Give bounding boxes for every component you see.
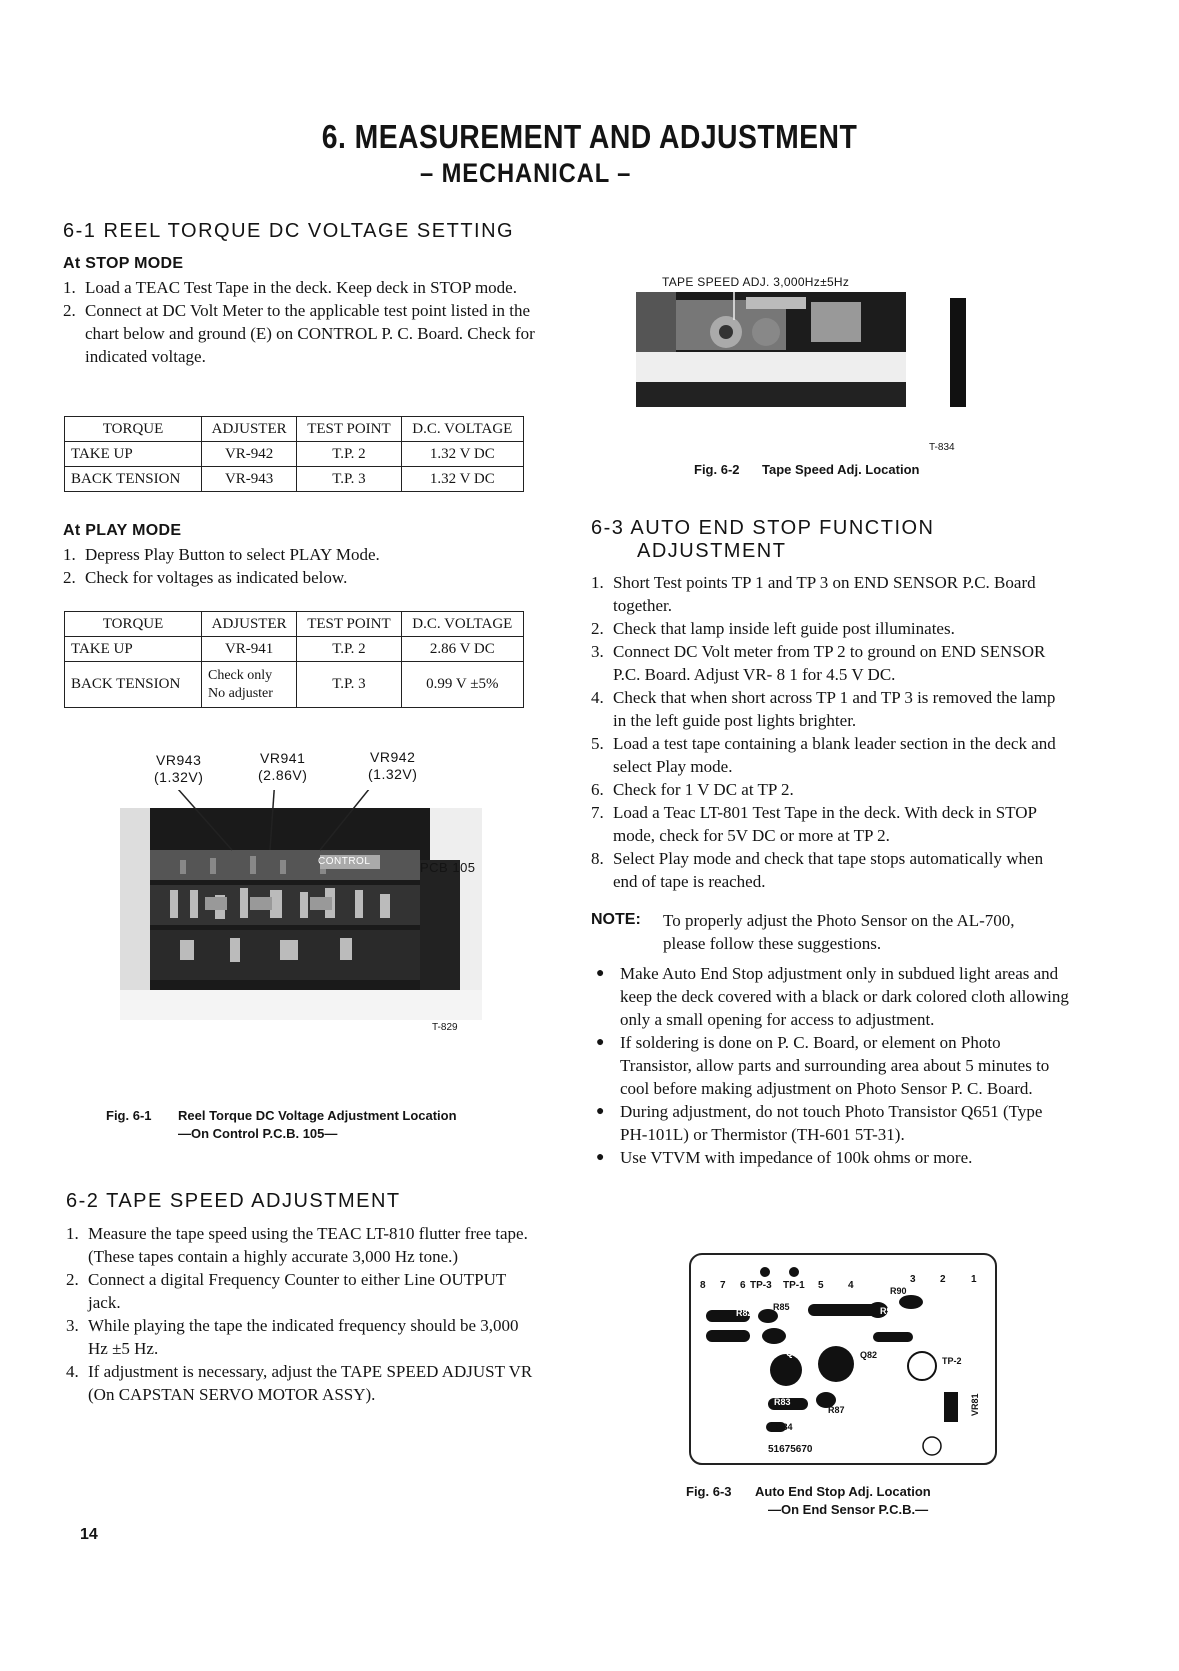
fig-6-3-caption-line1: Auto End Stop Adj. Location <box>755 1484 931 1499</box>
part-r83: R83 <box>774 1397 791 1407</box>
board-terminal-5: 5 <box>818 1280 824 1291</box>
table-cell: T.P. 2 <box>297 637 401 662</box>
fig-6-1-label: Fig. 6-1 <box>106 1108 152 1123</box>
control-pcb-photo <box>120 790 482 1020</box>
section-6-1-heading: 6-1 REEL TORQUE DC VOLTAGE SETTING <box>63 220 515 242</box>
list-item: 2. Check for voltages as indicated below. <box>63 568 348 587</box>
board-tp-1: TP-1 <box>783 1280 805 1291</box>
table-cell: T.P. 2 <box>297 442 401 467</box>
part-r84: R84 <box>776 1422 793 1432</box>
list-item: 2. Connect at DC Volt Meter to the applicable test point listed in the chart below and ground (E) on CONTROL P. C. Board. Check for indicated voltage. <box>63 301 535 366</box>
play-mode-table <box>64 611 524 708</box>
fig-6-2-label: Fig. 6-2 <box>694 462 740 477</box>
table-row <box>65 442 524 467</box>
board-terminal-4: 4 <box>848 1280 854 1291</box>
pcb-105-label: PCB 105 <box>420 860 476 875</box>
part-r85: R85 <box>773 1302 790 1312</box>
table-header-row <box>65 417 524 442</box>
list-item: 3. While playing the tape the indicated frequency should be 3,000 Hz ±5 Hz. <box>66 1316 519 1358</box>
fig-6-1-caption-line1: Reel Torque DC Voltage Adjustment Location <box>178 1108 457 1123</box>
table-row <box>65 662 524 708</box>
table-header: TEST POINT <box>297 417 401 442</box>
list-item: 8. Select Play mode and check that tape stops automatically when end of tape is reached. <box>591 849 1044 891</box>
section-6-3-heading-line2: ADJUSTMENT <box>637 540 787 562</box>
page-title: 6. MEASUREMENT AND ADJUSTMENT <box>321 118 858 155</box>
suggestion-list <box>594 962 1072 1169</box>
table-cell: VR-942 <box>202 442 297 467</box>
list-item: ● During adjustment, do not touch Photo Transistor Q651 (Type PH-101L) or Thermistor (TH-601 5T-31). <box>594 1100 1072 1146</box>
tape-speed-photo <box>636 292 966 407</box>
fig-6-2-caption: Tape Speed Adj. Location <box>762 462 920 477</box>
table-header: TORQUE <box>65 612 202 637</box>
section-6-2-heading: 6-2 TAPE SPEED ADJUSTMENT <box>66 1190 401 1212</box>
end-sensor-pcb-diagram <box>688 1252 998 1466</box>
table-header: TEST POINT <box>297 612 401 637</box>
table-header: D.C. VOLTAGE <box>401 417 523 442</box>
list-item: 1. Short Test points TP 1 and TP 3 on END SENSOR P.C. Board together. <box>591 573 1036 615</box>
table-cell: T.P. 3 <box>297 662 401 708</box>
table-header: ADJUSTER <box>202 417 297 442</box>
part-tp-2: TP-2 <box>942 1356 962 1366</box>
list-item: 7. Load a Teac LT-801 Test Tape in the deck. With deck in STOP mode, check for 5V DC or more at TP 2. <box>591 803 1037 845</box>
auto-end-stop-steps <box>591 571 1071 893</box>
list-item: 4. If adjustment is necessary, adjust the TAPE SPEED ADJUST VR (On CAPSTAN SERVO MOTOR ASSY). <box>66 1362 533 1404</box>
part-r82: R82 <box>736 1308 753 1318</box>
board-terminal-1: 1 <box>971 1274 977 1285</box>
list-item: 5. Load a test tape containing a blank leader section in the deck and select Play mode. <box>591 734 1056 776</box>
stop-mode-steps <box>63 276 535 368</box>
section-6-3-heading-line1: 6-3 AUTO END STOP FUNCTION <box>591 517 935 539</box>
note-text: To properly adjust the Photo Sensor on the AL-700, please follow these suggestions. <box>663 911 1015 953</box>
part-r90: R90 <box>890 1286 907 1296</box>
part-r87: R87 <box>828 1405 845 1415</box>
vr942-label: VR942 (1.32V) <box>368 749 418 782</box>
table-cell: 1.32 V DC <box>401 467 523 492</box>
note-label: NOTE: <box>591 911 641 928</box>
table-row <box>65 637 524 662</box>
board-terminal-3: 3 <box>910 1274 916 1285</box>
fig-6-3-caption-line2: —On End Sensor P.C.B.— <box>768 1502 929 1517</box>
table-cell: VR-941 <box>202 637 297 662</box>
photo-code-t829: T-829 <box>432 1022 458 1033</box>
fig-6-3-label: Fig. 6-3 <box>686 1484 732 1499</box>
table-cell: T.P. 3 <box>297 467 401 492</box>
board-terminal-2: 2 <box>940 1274 946 1285</box>
table-header: TORQUE <box>65 417 202 442</box>
stop-mode-heading: At STOP MODE <box>63 255 184 272</box>
part-q82: Q82 <box>860 1350 878 1360</box>
photo-code-t834: T-834 <box>929 442 955 453</box>
vr943-label: VR943 (1.32V) <box>154 752 204 785</box>
control-label: CONTROL <box>318 856 371 867</box>
table-row <box>65 467 524 492</box>
page-subtitle: – MECHANICAL – <box>420 158 632 188</box>
board-code: 51675670 <box>768 1444 813 1455</box>
part-vr81: VR81 <box>970 1393 980 1416</box>
board-terminal-6: 6 <box>740 1280 746 1291</box>
vr941-label: VR941 (2.86V) <box>258 750 308 783</box>
board-terminal-8: 8 <box>700 1280 706 1291</box>
part-q81: Q81 <box>786 1348 804 1358</box>
table-header-row <box>65 612 524 637</box>
list-item: 4. Check that when short across TP 1 and TP 3 is removed the lamp in the left guide post lights brighter. <box>591 688 1056 730</box>
list-item: ● If soldering is done on P. C. Board, or element on Photo Transistor, allow parts and surrounding area about 5 minutes to cool before making adjustment on Photo Sensor P. C. Board. <box>594 1031 1072 1100</box>
play-mode-heading: At PLAY MODE <box>63 522 182 539</box>
stop-mode-table <box>64 416 524 492</box>
table-cell: TAKE UP <box>65 637 202 662</box>
list-item: 6. Check for 1 V DC at TP 2. <box>591 780 794 799</box>
list-item: ● Use VTVM with impedance of 100k ohms or more. <box>594 1146 1072 1169</box>
board-terminal-7: 7 <box>720 1280 726 1291</box>
page-number: 14 <box>80 1526 98 1543</box>
list-item: 1. Load a TEAC Test Tape in the deck. Keep deck in STOP mode. <box>63 278 517 297</box>
table-cell: BACK TENSION <box>65 662 202 708</box>
list-item: 2. Connect a digital Frequency Counter to either Line OUTPUT jack. <box>66 1270 506 1312</box>
list-item: 1. Measure the tape speed using the TEAC LT-810 flutter free tape. (These tapes contain a highly accurate 3,000 Hz tone.) <box>66 1224 528 1266</box>
table-cell: VR-943 <box>202 467 297 492</box>
play-mode-steps <box>63 543 535 589</box>
fig-6-1-caption-line2: —On Control P.C.B. 105— <box>178 1126 338 1141</box>
list-item: 3. Connect DC Volt meter from TP 2 to ground on END SENSOR P.C. Board. Adjust VR- 8 1 for 4.5 V DC. <box>591 642 1046 684</box>
list-item: 1. Depress Play Button to select PLAY Mode. <box>63 545 380 564</box>
table-cell: Check only No adjuster <box>202 662 297 708</box>
part-r91: R91 <box>880 1306 897 1316</box>
list-item: ● Make Auto End Stop adjustment only in subdued light areas and keep the deck covered with a black or dark colored cloth allowing only a small opening for access to adjustment. <box>594 962 1072 1031</box>
tape-speed-adj-label: TAPE SPEED ADJ. 3,000Hz±5Hz <box>662 275 850 289</box>
tape-speed-steps <box>66 1222 540 1406</box>
table-header: ADJUSTER <box>202 612 297 637</box>
table-cell: BACK TENSION <box>65 467 202 492</box>
table-cell: TAKE UP <box>65 442 202 467</box>
list-item: 2. Check that lamp inside left guide post illuminates. <box>591 619 955 638</box>
table-header: D.C. VOLTAGE <box>401 612 523 637</box>
table-cell: 2.86 V DC <box>401 637 523 662</box>
board-tp-3: TP-3 <box>750 1280 772 1291</box>
table-cell: 1.32 V DC <box>401 442 523 467</box>
table-cell: 0.99 V ±5% <box>401 662 523 708</box>
